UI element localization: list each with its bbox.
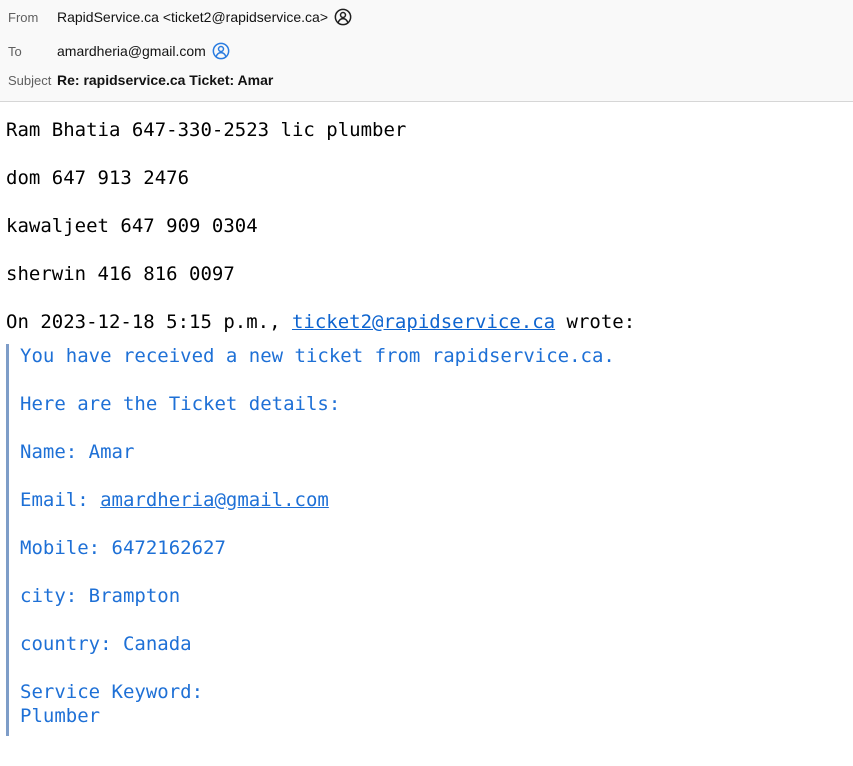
to-row — [8, 42, 845, 60]
subject-label: Subject — [8, 72, 52, 88]
reply-attribution-line — [6, 310, 845, 334]
ticket-city-line: city: Brampton — [20, 585, 181, 607]
from-label: From — [8, 9, 39, 25]
ticket-mobile-line: Mobile: 6472162627 — [20, 537, 226, 559]
sender-avatar-icon[interactable] — [334, 8, 352, 26]
message-header — [0, 0, 853, 102]
to-value[interactable]: amardheria@gmail.com — [57, 43, 206, 59]
body-paragraph: sherwin 416 816 0097 — [6, 263, 235, 285]
message-body — [0, 102, 853, 736]
ticket-email-line — [20, 488, 845, 512]
quoted-message — [6, 344, 845, 736]
reply-attribution-suffix: wrote: — [555, 311, 636, 333]
ticket-email-label: Email: — [20, 489, 101, 511]
ticket-name-line: Name: Amar — [20, 441, 135, 463]
subject-row — [8, 72, 845, 88]
quote-intro-line: You have received a new ticket from rapidservice.ca. — [20, 345, 615, 367]
sender-email-link[interactable]: ticket2@rapidservice.ca — [291, 311, 556, 333]
body-paragraph: Ram Bhatia 647-330-2523 lic plumber — [6, 119, 407, 141]
from-value[interactable]: RapidService.ca <ticket2@rapidservice.ca> — [57, 9, 329, 25]
ticket-service-keyword-line — [20, 680, 845, 728]
body-paragraph: kawaljeet 647 909 0304 — [6, 215, 258, 237]
body-paragraph: dom 647 913 2476 — [6, 167, 190, 189]
subject-value: Re: rapidservice.ca Ticket: Amar — [57, 72, 274, 88]
quote-details-heading: Here are the Ticket details: — [20, 393, 341, 415]
ticket-country-line: country: Canada — [20, 633, 192, 655]
recipient-avatar-icon[interactable] — [212, 42, 230, 60]
from-row — [8, 8, 845, 26]
service-keyword-label: Service Keyword: — [20, 681, 204, 703]
reply-attribution-prefix: On 2023-12-18 5:15 p.m., — [6, 311, 292, 333]
ticket-email-link[interactable]: amardheria@gmail.com — [100, 489, 329, 511]
to-label: To — [8, 43, 22, 59]
service-keyword-value: Plumber — [20, 705, 101, 727]
